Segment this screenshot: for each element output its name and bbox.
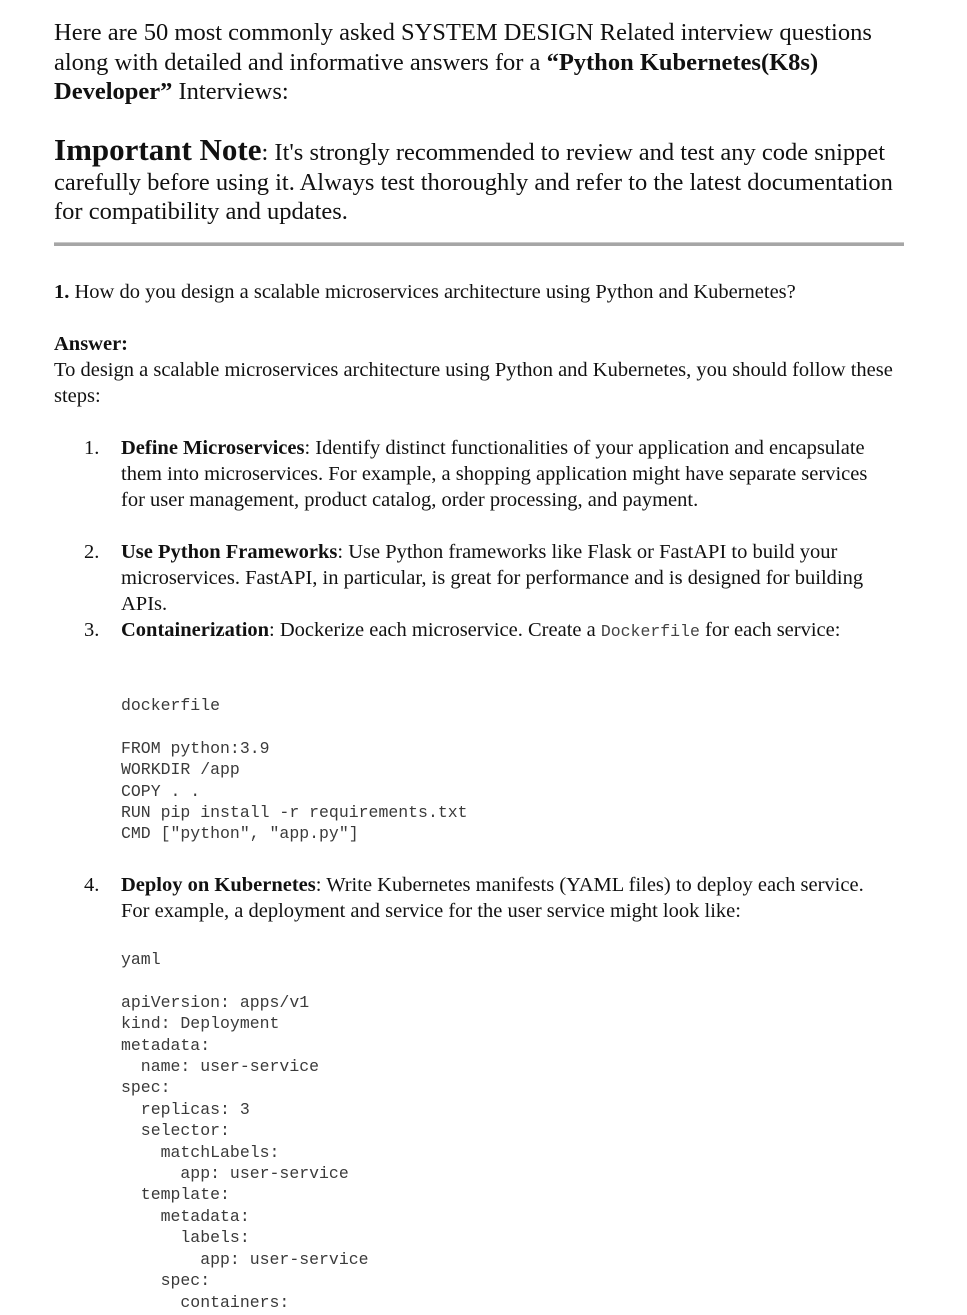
step-title: Use Python Frameworks bbox=[121, 541, 338, 563]
step-item bbox=[84, 435, 884, 513]
horizontal-divider bbox=[54, 242, 904, 246]
question-1 bbox=[54, 279, 914, 305]
step-title: Define Microservices bbox=[121, 437, 305, 459]
step-number: 2. bbox=[84, 541, 100, 563]
step-item bbox=[84, 617, 884, 645]
step-text-after: for each service: bbox=[699, 619, 841, 641]
question-number: 1. bbox=[54, 281, 70, 303]
step-text: : Identify distinct functionalities of your application and encapsulate them into microservices. For example, a shopping application might have separate services for user management, product catalog, order processing, and payment. bbox=[121, 437, 868, 511]
step-title: Containerization bbox=[121, 619, 270, 641]
step-number: 1. bbox=[84, 437, 100, 459]
step-number: 3. bbox=[84, 619, 100, 641]
step-text: : Write Kubernetes manifests (YAML files) to deploy each service. For example, a deployment and service for the user service might look like: bbox=[121, 874, 864, 922]
answer-intro: To design a scalable microservices architecture using Python and Kubernetes, you should follow these steps: bbox=[54, 359, 893, 407]
step-text: : Use Python frameworks like Flask or FastAPI to build your microservices. FastAPI, in particular, is great for performance and is designed for building APIs. bbox=[121, 541, 864, 615]
question-text: How do you design a scalable microservices architecture using Python and Kubernetes? bbox=[69, 281, 796, 303]
important-note-text: : It's strongly recommended to review and test any code snippet carefully before using it. Always test thoroughly and refer to the latest documentation for compatibility and updates. bbox=[54, 139, 893, 225]
inline-code-dockerfile: Dockerfile bbox=[600, 622, 700, 641]
step-number: 4. bbox=[84, 874, 100, 896]
intro-highlight: “Python Kubernetes(K8s) Developer” bbox=[54, 48, 819, 105]
dockerfile-code-block: dockerfile FROM python:3.9 WORKDIR /app COPY . . RUN pip install -r requirements.txt CMD ["python", "app.py"] bbox=[121, 696, 468, 844]
important-note-heading: Important Note bbox=[54, 132, 262, 167]
intro-suffix: Interviews: bbox=[172, 78, 289, 105]
yaml-code-block: yaml apiVersion: apps/v1 kind: Deployment metadata: name: user-service spec: replicas: 3 selector: matchLabels: app: user-service template: metadata: labels: app: user-service spec: containers: bbox=[121, 950, 369, 1312]
step-item bbox=[84, 539, 884, 617]
step-title: Deploy on Kubernetes bbox=[121, 874, 316, 896]
step-text-before: : Dockerize each microservice. Create a bbox=[269, 619, 601, 641]
intro-paragraph bbox=[54, 18, 914, 107]
step-item bbox=[84, 872, 884, 924]
important-note bbox=[54, 132, 914, 227]
intro-prefix: Here are 50 most commonly asked SYSTEM DESIGN Related interview questions along with detailed and informative answers for a bbox=[54, 19, 872, 76]
answer-label: Answer: bbox=[54, 333, 129, 355]
